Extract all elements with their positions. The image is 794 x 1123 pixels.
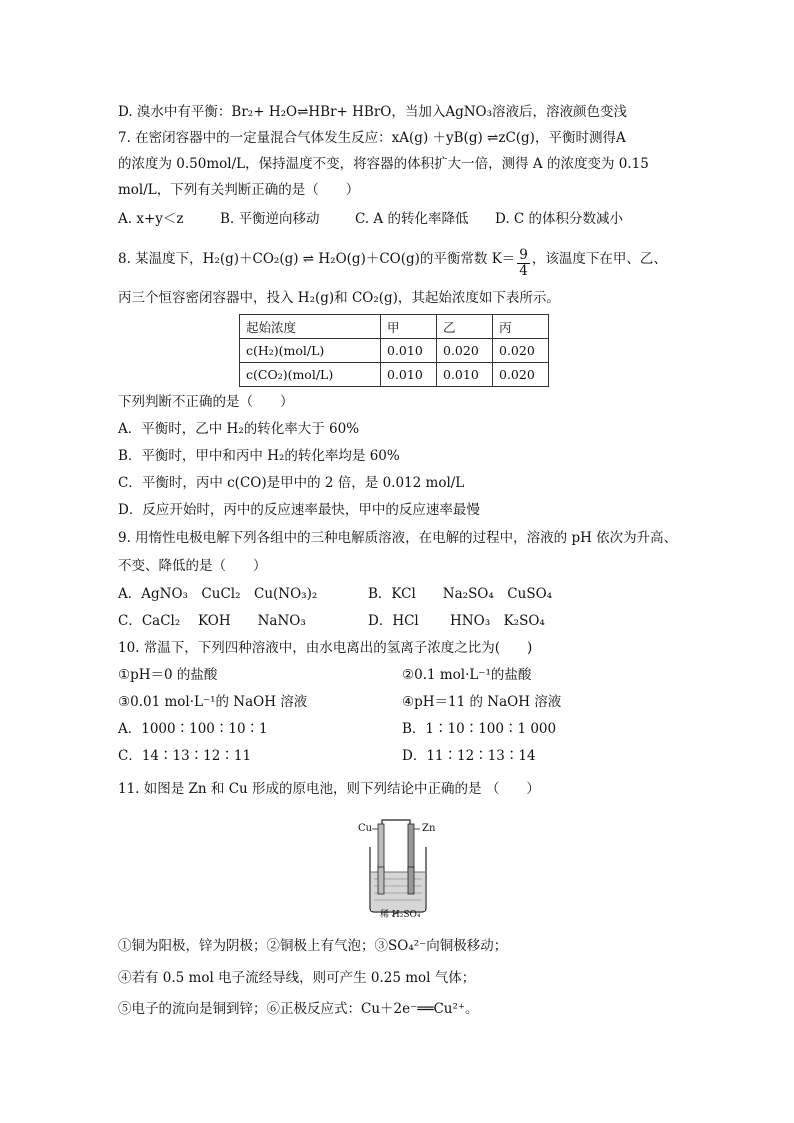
wire: [382, 820, 410, 840]
q7-stem-2: 的浓度为 0.50mol/L，保持温度不变，将容器的体积扩大一倍，测得 A 的浓度变为 0.15: [118, 156, 649, 172]
q10-stem: 10. 常温下，下列四种溶液中，由水电离出的氢离子浓度之比为( ): [118, 640, 533, 656]
q11-statement-3: ⑤电子的流向是铜到锌；⑥正极反应式：Cu＋2e⁻══Cu²⁺。: [118, 1001, 479, 1017]
q8-option-c: C．平衡时，丙中 c(CO)是甲中的 2 倍，是 0.012 mol/L: [118, 475, 465, 491]
q7-option-c: C. A 的转化率降低: [355, 211, 469, 227]
label-dilute-acid: 稀 H₂SO₄: [380, 910, 421, 920]
q8-stem-3: 下列判断不正确的是（ ）: [118, 394, 294, 410]
table-cell: 0.020: [493, 363, 549, 387]
q8-stem-1: [118, 248, 667, 279]
label-cu: Cu: [358, 823, 373, 834]
q10-option-c: C．14∶13∶12∶11: [118, 748, 252, 764]
q10-option-d: D．11∶12∶13∶14: [402, 748, 536, 764]
q7-option-a: A. x+y＜z: [118, 211, 184, 227]
q11-statement-2: ④若有 0.5 mol 电子流经导线，则可产生 0.25 mol 气体；: [118, 970, 476, 986]
q10-item-4: ④pH＝11 的 NaOH 溶液: [402, 694, 562, 710]
k-numerator: 9: [519, 247, 528, 263]
table-cell: 0.010: [437, 363, 493, 387]
table-row: [240, 339, 549, 363]
table-header-cell: 起始浓度: [240, 315, 381, 339]
q7-option-b: B. 平衡逆向移动: [220, 211, 320, 227]
q10-item-3: ③0.01 mol·L⁻¹的 NaOH 溶液: [118, 694, 308, 710]
q9-stem-2: 不变、降低的是（ ）: [118, 558, 267, 574]
q9-option-d: D．HCl HNO₃ K₂SO₄: [368, 613, 545, 629]
q8-suffix: ，该温度下在甲、乙、: [531, 251, 667, 267]
q11-statement-1: ①铜为阳极，锌为阴极；②铜极上有气泡；③SO₄²⁻向铜极移动；: [118, 938, 508, 954]
table-header-row: [240, 315, 549, 339]
q8-stem-2: 丙三个恒容密闭容器中，投入 H₂(g)和 CO₂(g)，其起始浓度如下表所示。: [118, 290, 560, 306]
q7-option-d: D. C 的体积分数减小: [495, 211, 624, 227]
q9-option-b: B．KCl Na₂SO₄ CuSO₄: [368, 586, 553, 602]
table-cell: 0.020: [437, 339, 493, 363]
k-fraction: [517, 248, 530, 279]
table-row: [240, 363, 549, 387]
q9-option-c: C．CaCl₂ KOH NaNO₃: [118, 613, 306, 629]
label-zn: Zn: [422, 823, 436, 834]
table-cell: 0.020: [493, 339, 549, 363]
line-q6-option-d: D. 溴水中有平衡：Br₂+ H₂O⇌HBr+ HBrO，当加入AgNO₃溶液后，溶液颜色变浅: [118, 104, 628, 120]
q8-option-a: A．平衡时，乙中 H₂的转化率大于 60%: [118, 421, 360, 437]
q10-item-2: ②0.1 mol·L⁻¹的盐酸: [402, 667, 532, 683]
q8-prefix: 8. 某温度下，H₂(g)＋CO₂(g) ⇌ H₂O(g)＋CO(g)的平衡常数 K＝: [118, 251, 516, 267]
q9-stem-1: 9. 用惰性电极电解下列各组中的三种电解质溶液，在电解的过程中，溶液的 pH 依次为升高、: [118, 530, 678, 546]
table-header-cell: 乙: [437, 315, 493, 339]
q9-option-a: A．AgNO₃ CuCl₂ Cu(NO₃)₂: [118, 586, 318, 602]
q7-stem-3: mol/L，下列有关判断正确的是（ ）: [118, 182, 360, 198]
q10-option-b: B．1∶10∶100∶1 000: [402, 721, 557, 737]
k-denominator: 4: [519, 263, 528, 279]
table-cell: c(CO₂)(mol/L): [240, 363, 381, 387]
table-cell: 0.010: [381, 339, 437, 363]
table-header-cell: 丙: [493, 315, 549, 339]
q7-stem-1: 7. 在密闭容器中的一定量混合气体发生反应：xA(g) ＋yB(g) ⇌zC(g)，平衡时测得A: [118, 130, 626, 146]
table-cell: c(H₂)(mol/L): [240, 339, 381, 363]
table-cell: 0.010: [381, 363, 437, 387]
q8-option-d: D．反应开始时，丙中的反应速率最快，甲中的反应速率最慢: [118, 502, 480, 518]
initial-concentration-table: [239, 314, 549, 387]
q8-option-b: B．平衡时，甲中和丙中 H₂的转化率均是 60%: [118, 448, 400, 464]
q10-option-a: A．1000∶100∶10∶1: [118, 721, 268, 737]
q11-stem: 11. 如图是 Zn 和 Cu 形成的原电池，则下列结论中正确的是 （ ）: [118, 781, 540, 797]
q10-item-1: ①pH＝0 的盐酸: [118, 667, 218, 683]
table-header-cell: 甲: [381, 315, 437, 339]
